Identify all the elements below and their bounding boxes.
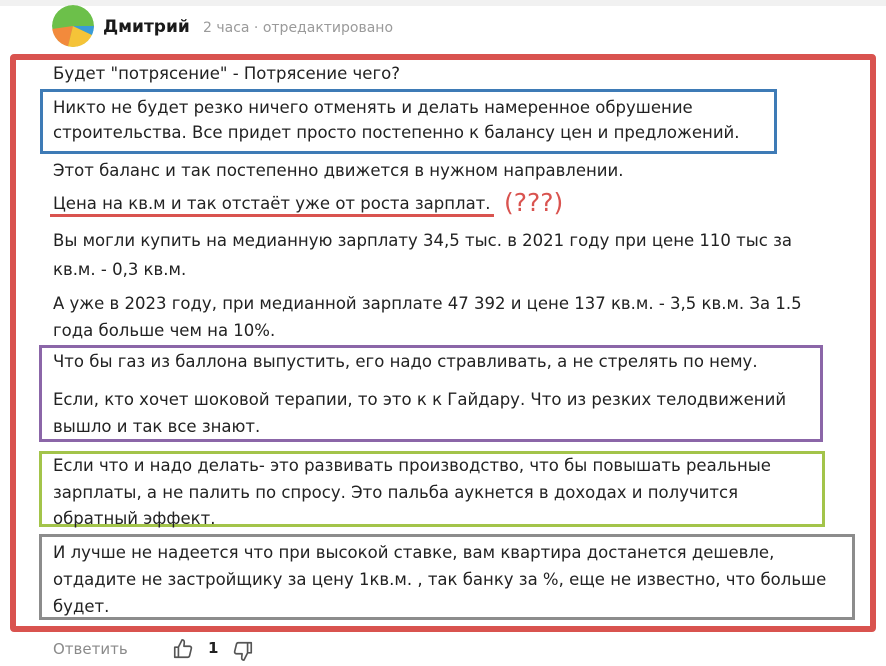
comment-line: года больше чем на 10%. <box>53 321 276 340</box>
comment-line: зарплаты, а не палить по спросу. Это пальба аукнется в доходах и получится <box>53 483 739 502</box>
thumbs-down-icon <box>232 640 254 662</box>
comment-line: кв.м. - 0,3 кв.м. <box>53 260 187 279</box>
avatar-pie-icon <box>52 5 94 47</box>
comment-paragraph: Этот баланс и так постепенно движется в нужном направлении. <box>53 161 624 180</box>
comment-line: А уже в 2023 году, при медианной зарплате 47 392 и цене 137 кв.м. - 3,5 кв.м. За 1.5 <box>53 294 802 313</box>
comment-line: Если, кто хочет шоковой терапии, то это к к Гайдару. Что из резких телодвижений <box>53 390 787 409</box>
red-underline <box>50 214 494 217</box>
comment-line: вышло и так все знают. <box>53 417 261 436</box>
comment-author[interactable]: Дмитрий <box>103 17 190 37</box>
like-button[interactable] <box>172 638 194 660</box>
comment-paragraph: Цена на кв.м и так отстаёт уже от роста зарплат. <box>53 194 491 213</box>
top-bar <box>0 0 886 6</box>
comment-line: обратный эффект. <box>53 509 216 528</box>
comment-line: отдадите не застройщику за цену 1кв.м. , так банку за %, еще не известно, что больше <box>53 570 827 589</box>
comment-paragraph: Что бы газ из баллона выпустить, его надо стравливать, а не стрелять по нему. <box>53 352 758 371</box>
comment-line: Если что и надо делать- это развивать производство, что бы повышать реальные <box>53 456 771 475</box>
dislike-button[interactable] <box>232 640 254 662</box>
comment-paragraph: Будет "потрясение" - Потрясение чего? <box>53 64 400 83</box>
like-count: 1 <box>208 639 219 657</box>
reply-button[interactable]: Ответить <box>53 640 128 658</box>
comment-line: строительства. Все придет просто постепенно к балансу цен и предложений. <box>53 123 740 142</box>
comment-line: будет. <box>53 597 110 616</box>
thumbs-up-icon <box>172 638 194 660</box>
avatar[interactable] <box>52 5 94 47</box>
comment-line: И лучше не надеется что при высокой ставке, вам квартира достанется дешевле, <box>53 543 775 562</box>
annotation-question-marks: (???) <box>504 188 564 217</box>
comment-line: Никто не будет резко ничего отменять и делать намеренное обрушение <box>53 98 693 117</box>
comment-footer <box>0 638 886 664</box>
comment-meta: 2 часа · отредактировано <box>203 20 394 36</box>
comment-line: Вы могли купить на медианную зарплату 34,5 тыс. в 2021 году при цене 110 тыс за <box>53 231 792 250</box>
